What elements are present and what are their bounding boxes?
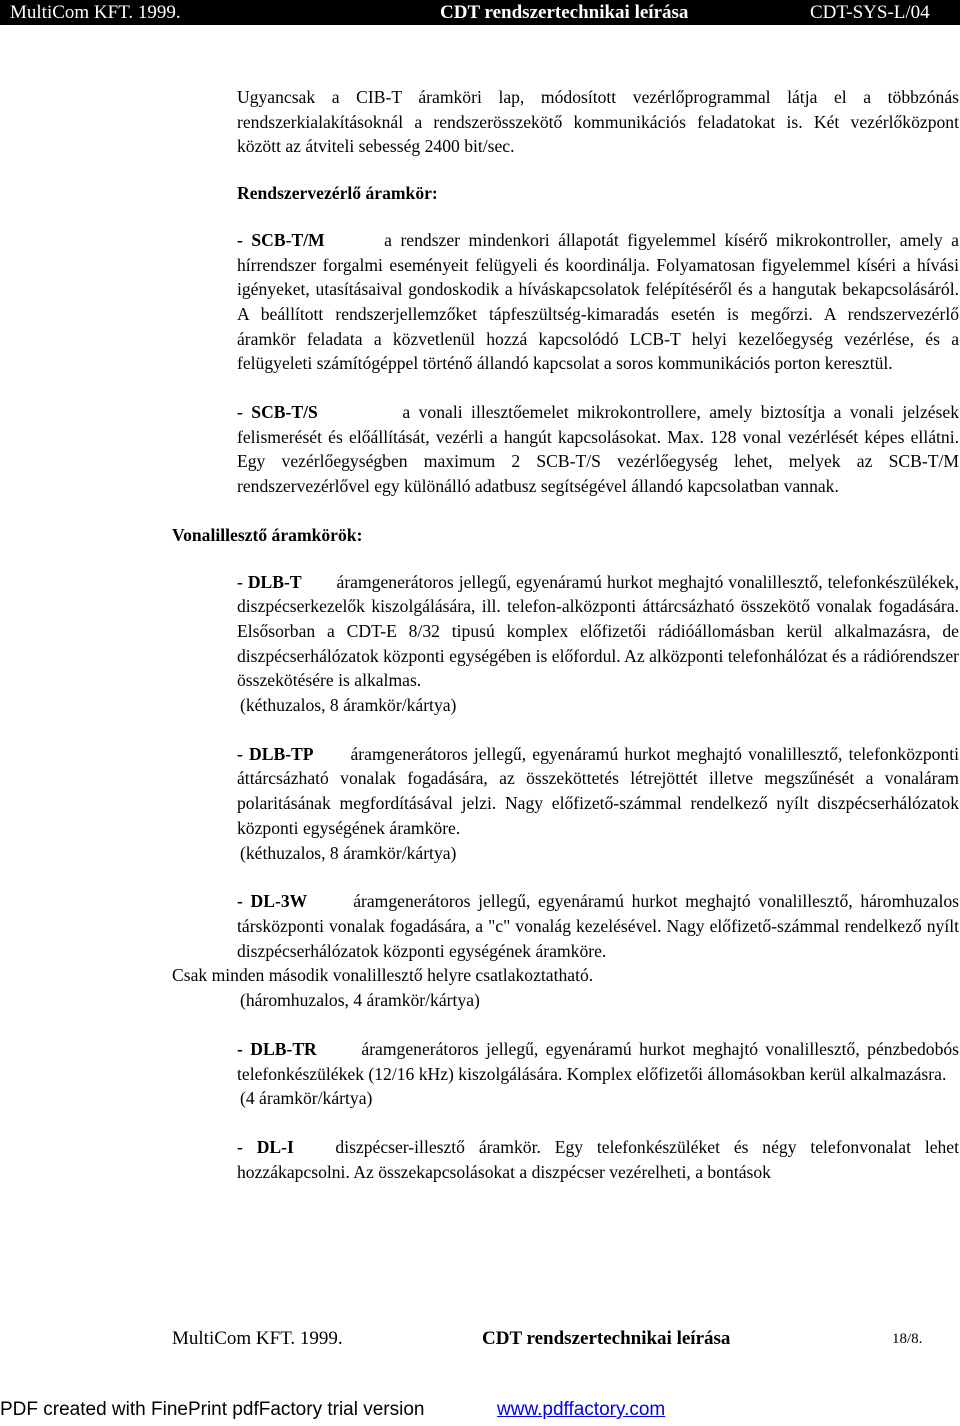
item-dlb-t bbox=[172, 570, 959, 694]
item-note: (kéthuzalos, 8 áramkör/kártya) bbox=[240, 695, 457, 716]
section-title-system-controller: Rendszervezérlő áramkör: bbox=[237, 183, 438, 204]
item-text: áramgenerátoros jellegű, egyenáramú hurkot meghajtó vonalillesztő, telefonközponti áttárcsázható vonalak fogadására, az összeköttetés létrejöttét illetve megszűnését a vonaláram polaritásának megfordításával jelzi. Nagy előfizető-számmal rendelkező nyílt diszpécserhálózatok központi egységének áramköre. bbox=[237, 743, 959, 838]
item-text: diszpécser-illesztő áramkör. Egy telefonkészüléket és négy telefonvonalat lehet hozzákapcsolni. Az összekapcsolásokat a diszpécser vezérelheti, a bontások bbox=[237, 1136, 960, 1182]
section-title-line-interfaces: Vonalillesztő áramkörök: bbox=[172, 524, 363, 545]
item-label: - DLB-T bbox=[237, 571, 302, 592]
pdf-banner-link[interactable]: www.pdffactory.com bbox=[497, 1399, 666, 1420]
item-label: - DL-I bbox=[237, 1136, 294, 1157]
item-dl-3w bbox=[172, 889, 959, 963]
item-label: - DLB-TP bbox=[237, 743, 314, 764]
item-dlb-tr bbox=[172, 1037, 959, 1086]
item-note: (kéthuzalos, 8 áramkör/kártya) bbox=[240, 842, 457, 863]
item-note: (háromhuzalos, 4 áramkör/kártya) bbox=[240, 990, 480, 1011]
item-extra: Csak minden második vonalillesztő helyre csatlakoztatható. bbox=[172, 965, 594, 986]
item-scb-t-m bbox=[172, 228, 959, 376]
item-dl-i bbox=[172, 1135, 959, 1184]
pdf-banner-text: PDF created with FinePrint pdfFactory trial version bbox=[0, 1399, 425, 1420]
footer-company: MultiCom KFT. 1999. bbox=[172, 1328, 343, 1349]
page-header bbox=[0, 0, 960, 25]
item-text: a rendszer mindenkori állapotát figyelemmel kísérő mikrokontroller, amely a hírrendszer forgalmi eseményeit felügyeli és koordinálja. Folyamatosan figyelemmel kíséri a hívási igényeket, utasításaival gondoskodik a híváskapcsolatok felépítéséről és a hangutak bekapcsolásáról. A beállított rendszerjellemzőket tápfeszültség-kimaradás esetén is megőrzi. A rendszervezérlő áramkör feladata a közvetlenül hozzá kapcsolódó LCB-T helyi kezelőegység vezérlése, és a felügyeleti számítógéppel történő állandó kapcsolat a soros kommunikációs porton keresztül. bbox=[237, 229, 959, 374]
item-note: (4 áramkör/kártya) bbox=[240, 1088, 373, 1109]
pdf-trial-banner bbox=[0, 1394, 960, 1426]
intro-paragraph: Ugyancsak a CIB-T áramköri lap, módosított vezérlőprogrammal látja el a többzónás rendszerkialakításoknál a rendszerösszekötő kommunikációs feladatokat is. Két vezérlőközpont között az átviteli sebesség 2400 bit/sec. bbox=[237, 87, 959, 157]
footer-title: CDT rendszertechnikai leírása bbox=[482, 1328, 731, 1349]
item-label: - DLB-TR bbox=[237, 1038, 317, 1059]
item-text: áramgenerátoros jellegű, egyenáramú hurkot meghajtó vonalillesztő, telefonkészülékek, diszpécserkezelők kiszolgálására, ill. telefon-alközponti áttárcsázható összekötő vonalak fogadására. Elsősorban a CDT-E 8/32 tipusú komplex előfizetői rádióállomásban kerül alkalmazásra, de diszpécserhálózatok központi egységében is előfordul. Az alközponti telefonhálózat és a rádiórendszer összekötésére is alkalmas. bbox=[237, 571, 959, 691]
item-label: - SCB-T/M bbox=[237, 229, 325, 250]
header-company: MultiCom KFT. 1999. bbox=[10, 2, 181, 23]
item-text: a vonali illesztőemelet mikrokontrollere, amely biztosítja a vonali jelzések felismerését és előállítását, vezérli a hangút kapcsolásokat. Max. 128 vonal vezérlését képes ellátni. Egy vezérlőegységben maximum 2 SCB-T/S vezérlőegység lehet, melyek az SCB-T/M rendszervezérlővel egy különálló adatbusz segítségével állandó kapcsolatban vannak. bbox=[237, 402, 960, 497]
item-text: áramgenerátoros jellegű, egyenáramú hurkot meghajtó vonalillesztő, háromhuzalos társközponti vonalak fogadására, a "c" vonalág kezelésével. Nagy előfizető-számmal rendelkező nyílt diszpécserhálózatok központi egységének áramköre. bbox=[237, 891, 960, 961]
item-dlb-tp bbox=[172, 742, 959, 841]
item-scb-t-s bbox=[172, 400, 959, 499]
item-text: áramgenerátoros jellegű, egyenáramú hurkot meghajtó vonalillesztő, pénzbedobós telefonkészülékek (12/16 kHz) kiszolgálására. Komplex előfizetői állomásokban kerül alkalmazásra. bbox=[237, 1038, 960, 1084]
header-title: CDT rendszertechnikai leírása bbox=[440, 2, 689, 23]
item-label: - SCB-T/S bbox=[237, 402, 318, 423]
footer-page-number: 18/8. bbox=[892, 1331, 923, 1347]
header-doc-code: CDT-SYS-L/04 bbox=[810, 2, 930, 23]
document-body bbox=[172, 85, 959, 1184]
item-label: - DL-3W bbox=[237, 891, 308, 912]
